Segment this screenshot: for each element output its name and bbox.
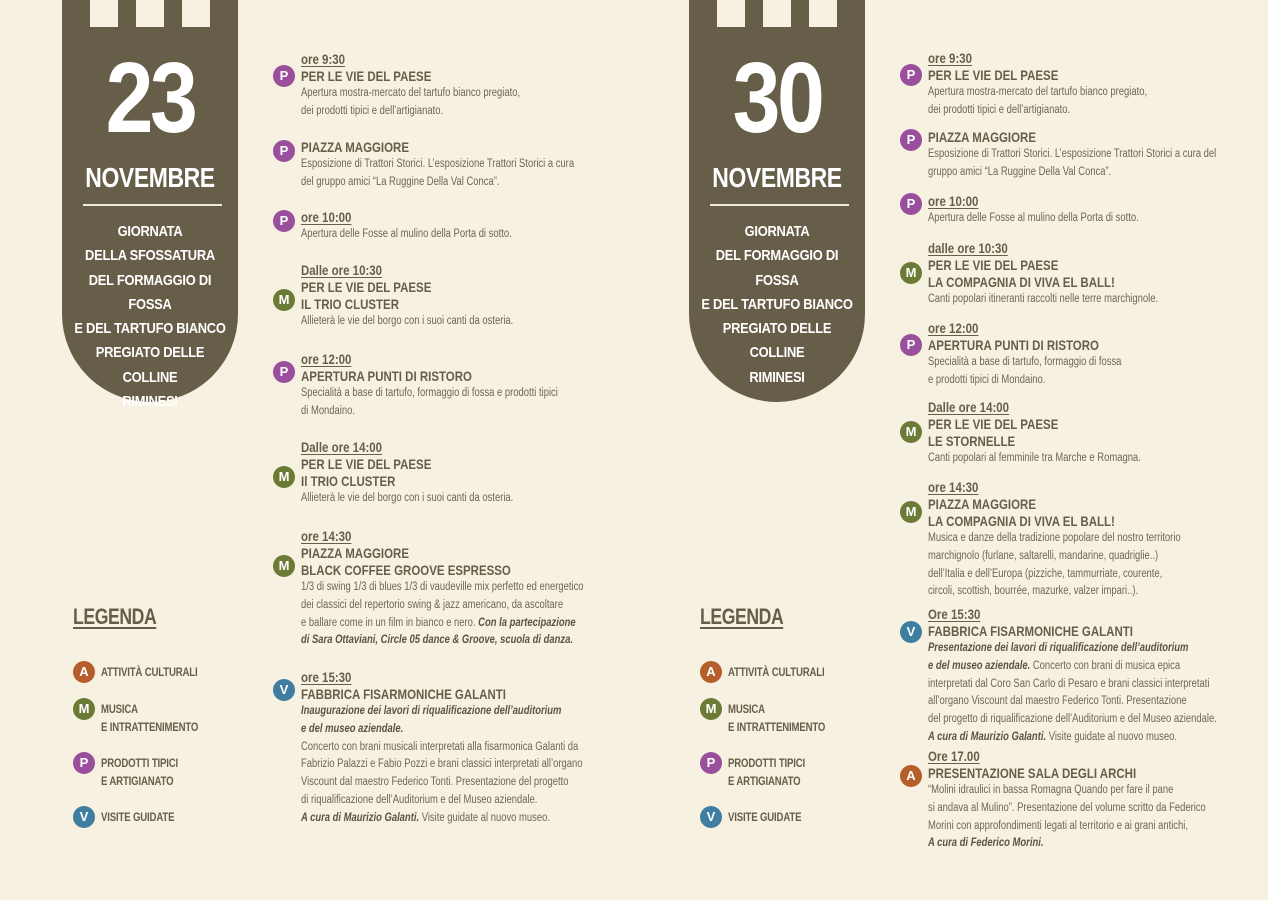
event-text: 1/3 di swing 1/3 di blues 1/3 di vaudeville mix perfetto ed energetico <box>301 581 584 593</box>
event-text: Apertura delle Fosse al mulino della Porta di sotto. <box>301 228 512 240</box>
badge-m-icon: M <box>73 698 95 720</box>
badge-p-icon: P <box>273 361 295 383</box>
event-text: gruppo amici “La Ruggine Della Val Conca”. <box>928 165 1112 178</box>
legend-label: ATTIVITÀ CULTURALI <box>728 665 825 679</box>
legend-label: VISITE GUIDATE <box>728 810 802 824</box>
event-description-line <box>928 354 1121 372</box>
subtitle-line: PREGIATO DELLE COLLINE <box>722 320 832 362</box>
event-heading: PER LE VIE DEL PAESE <box>301 456 432 472</box>
badge-p-icon: P <box>700 752 722 774</box>
legend-label: E ARTIGIANATO <box>728 774 801 788</box>
event-text: all’organo Viscount dal maestro Federico Tonti. Presentazione <box>928 695 1187 708</box>
event-description-line <box>301 226 512 244</box>
event-text: di riqualificazione dell’Auditorium e del Museo aziendale. <box>301 793 538 806</box>
legend-label: PRODOTTI TIPICI <box>101 756 179 770</box>
event-credit: Inaugurazione dei lavori di riqualificazione dell’auditorium <box>301 705 562 717</box>
event-description-line <box>928 583 1181 601</box>
event-text: circoli, scottish, bourrée, mazurke, valzer impari..). <box>928 585 1139 598</box>
event-credit: Con la partecipazione <box>478 616 576 629</box>
badge-p-icon: P <box>900 64 922 86</box>
event-credit: e del museo aziendale. <box>928 659 1031 672</box>
event-heading: LA COMPAGNIA DI VIVA EL BALL! <box>928 513 1115 529</box>
event-text: e ballare come in un film in bianco e nero. <box>301 616 479 629</box>
banner-merlon <box>90 0 118 27</box>
badge-m-icon: M <box>900 421 922 443</box>
legend-label: E INTRATTENIMENTO <box>728 720 826 734</box>
event-time: Dalle ore 14:00 <box>928 399 1010 415</box>
event-description-line <box>928 782 1206 800</box>
event-time: Ore 17.00 <box>928 748 980 764</box>
banner-merlon <box>809 0 837 27</box>
banner-merlon <box>717 0 745 27</box>
event-description-line <box>301 632 584 650</box>
badge-m-icon: M <box>900 262 922 284</box>
event-heading: PER LE VIE DEL PAESE <box>928 416 1059 432</box>
legend-right <box>700 604 960 834</box>
event-description-line <box>301 792 582 810</box>
badge-m-icon: M <box>900 501 922 523</box>
subtitle-line: E DEL TARTUFO BIANCO <box>74 320 226 338</box>
event-body <box>928 606 1217 747</box>
event-description-line <box>928 530 1181 548</box>
event-description-line <box>928 548 1181 566</box>
event-description-line <box>928 800 1206 818</box>
event-heading: LE STORNELLE <box>928 433 1016 449</box>
legend-title: LEGENDA <box>73 604 157 629</box>
legend-label: VISITE GUIDATE <box>101 810 175 824</box>
event-heading: LA COMPAGNIA DI VIVA EL BALL! <box>928 274 1115 290</box>
event-description-line <box>301 756 582 774</box>
legend-label: E ARTIGIANATO <box>101 774 174 788</box>
badge-p-icon: P <box>273 140 295 162</box>
event-description-line <box>928 210 1139 228</box>
event-body <box>301 351 558 421</box>
event-description-line <box>301 103 520 121</box>
event-text: Esposizione di Trattori Storici. L’esposizione Trattori Storici a cura <box>301 158 575 170</box>
event-text: Allieterà le vie del borgo con i suoi canti da osteria. <box>301 315 514 327</box>
event-heading: PIAZZA MAGGIORE <box>301 139 409 155</box>
event-body <box>928 748 1206 853</box>
banner-merlon <box>763 0 791 27</box>
event-heading: APERTURA PUNTI DI RISTORO <box>928 337 1099 353</box>
legend-left <box>73 604 333 834</box>
event-description-line <box>928 450 1141 468</box>
badge-m-icon: M <box>700 698 722 720</box>
badge-v-icon: V <box>700 806 722 828</box>
subtitle-line: GIORNATA <box>744 223 810 240</box>
event-description-line <box>928 372 1121 390</box>
event-text: Esposizione di Trattori Storici. L’esposizione Trattori Storici a cura del <box>928 148 1217 160</box>
legend-label: MUSICA <box>101 702 138 716</box>
date-banner-23 <box>62 0 238 411</box>
event-description-line <box>301 490 513 508</box>
legend-label: MUSICA <box>728 702 765 716</box>
event-time: dalle ore 10:30 <box>928 240 1008 256</box>
event-body <box>301 439 513 508</box>
event-text: di Mondaino. <box>301 404 356 417</box>
event-text: Viscount dal maestro Federico Tonti. Presentazione del progetto <box>301 776 569 789</box>
event-text: dei classici del repertorio swing & jazz americano, da ascoltare <box>301 598 564 611</box>
event-description-line <box>301 579 584 597</box>
event-text: Concerto con brani di musica epica <box>1030 659 1181 672</box>
event-credit: Presentazione dei lavori di riqualificazione dell’auditorium <box>928 642 1189 654</box>
subtitle-line: RIMINESI <box>122 393 178 411</box>
event-description-line <box>928 658 1217 676</box>
event-heading: IL TRIO CLUSTER <box>301 296 400 312</box>
badge-p-icon: P <box>900 334 922 356</box>
event-heading: Il TRIO CLUSTER <box>301 473 396 489</box>
day-number: 23 <box>105 42 195 154</box>
banner-divider <box>83 204 222 206</box>
event-heading: PER LE VIE DEL PAESE <box>928 67 1059 83</box>
event-text: Apertura mostra-mercato del tartufo bianco pregiato, <box>301 87 521 99</box>
event-text: Concerto con brani musicali interpretati alla fisarmonica Galanti da <box>301 740 579 753</box>
month-label: NOVEMBRE <box>712 162 842 193</box>
event-heading: PER LE VIE DEL PAESE <box>301 68 432 84</box>
event-description-line <box>301 385 558 403</box>
event-credit: A cura di Federico Morini. <box>928 837 1044 850</box>
event-heading: BLACK COFFEE GROOVE ESPRESSO <box>301 562 511 578</box>
event-text: dell’Italia e dell’Europa (pizziche, tammurriate, courente, <box>928 567 1163 580</box>
event-time: ore 9:30 <box>301 51 346 67</box>
legend-label: PRODOTTI TIPICI <box>728 756 806 770</box>
event-description-line <box>301 174 574 192</box>
event-body <box>301 669 582 828</box>
event-heading: PER LE VIE DEL PAESE <box>928 257 1059 273</box>
event-time: ore 10:00 <box>928 193 979 209</box>
event-heading: PRESENTAZIONE SALA DEGLI ARCHI <box>928 765 1137 781</box>
event-body <box>301 528 584 650</box>
event-description-line <box>928 291 1158 309</box>
event-description-line <box>928 102 1147 120</box>
event-text: dei prodotti tipici e dell’artigianato. <box>301 104 444 117</box>
event-body <box>928 399 1141 468</box>
event-text: Apertura mostra-mercato del tartufo bianco pregiato, <box>928 86 1148 98</box>
badge-v-icon: V <box>273 679 295 701</box>
event-text: Visite guidate al nuovo museo. <box>1046 730 1177 743</box>
event-description-line <box>928 164 1216 182</box>
event-body <box>301 51 520 121</box>
event-text: Canti popolari itineranti raccolti nelle terre marchignole. <box>928 293 1159 305</box>
event-description-line <box>928 84 1147 102</box>
badge-a-icon: A <box>900 765 922 787</box>
banner-divider <box>710 204 849 206</box>
badge-a-icon: A <box>73 661 95 683</box>
event-description-line <box>928 640 1217 658</box>
event-text: Specialità a base di tartufo, formaggio di fossa <box>928 356 1122 368</box>
event-description-line <box>928 693 1217 711</box>
event-time: ore 14:30 <box>301 528 352 544</box>
badge-m-icon: M <box>273 555 295 577</box>
event-body <box>928 320 1121 390</box>
badge-m-icon: M <box>273 466 295 488</box>
badge-m-icon: M <box>273 289 295 311</box>
event-credit: A cura di Maurizio Galanti. <box>928 730 1047 743</box>
event-text: si andava al Mulino”. Presentazione del volume scritto da Federico <box>928 801 1206 814</box>
event-description-line <box>301 403 558 421</box>
event-description-line <box>301 597 584 615</box>
event-body <box>301 262 513 331</box>
event-text: e prodotti tipici di Mondaino. <box>928 373 1046 386</box>
event-text: Fabrizio Palazzi e Fabio Pozzi e brani classici interpretati all’organo <box>301 758 583 771</box>
subtitle-line: DELLA SFOSSATURA <box>85 247 215 265</box>
day-subtitle <box>74 220 225 414</box>
month-label: NOVEMBRE <box>85 162 215 193</box>
event-description-line <box>301 703 582 721</box>
event-description-line <box>928 676 1217 694</box>
event-description-line <box>928 146 1216 164</box>
event-description-line <box>301 156 574 174</box>
event-time: Dalle ore 14:00 <box>301 439 383 455</box>
event-text: Visite guidate al nuovo museo. <box>419 811 550 824</box>
event-text: Morini con approfondimenti legati al territorio e ai grani antichi, <box>928 819 1188 832</box>
event-time: ore 10:00 <box>301 209 352 225</box>
day-number: 30 <box>732 42 822 154</box>
event-description-line <box>301 810 582 828</box>
event-heading: PER LE VIE DEL PAESE <box>301 279 432 295</box>
subtitle-line: E DEL TARTUFO BIANCO <box>701 295 853 313</box>
legend-label: E INTRATTENIMENTO <box>101 720 199 734</box>
event-description-line <box>928 818 1206 836</box>
event-body <box>928 479 1181 601</box>
event-text: Specialità a base di tartufo, formaggio di fossa e prodotti tipici <box>301 387 558 399</box>
badge-p-icon: P <box>273 210 295 232</box>
event-body <box>301 209 512 244</box>
event-heading: FABBRICA FISARMONICHE GALANTI <box>928 623 1133 639</box>
event-text: “Molini idraulici in bassa Romagna Quando per fare il pane <box>928 784 1174 796</box>
event-credit: A cura di Maurizio Galanti. <box>301 811 420 824</box>
event-time: ore 15:30 <box>301 669 352 685</box>
event-time: Dalle ore 10:30 <box>301 262 383 278</box>
event-text: marchignolo (furlane, saltarelli, mandarine, quadriglie..) <box>928 549 1159 562</box>
event-text: Allieterà le vie del borgo con i suoi canti da osteria. <box>301 492 514 504</box>
event-description-line <box>301 739 582 757</box>
event-description-line <box>301 85 520 103</box>
event-description-line <box>301 615 584 633</box>
day-subtitle <box>701 220 852 390</box>
subtitle-line: DEL FORMAGGIO DI FOSSA <box>88 271 212 313</box>
legend-title: LEGENDA <box>700 604 784 629</box>
subtitle-line: DEL FORMAGGIO DI FOSSA <box>715 247 839 289</box>
event-heading: PIAZZA MAGGIORE <box>301 545 409 561</box>
badge-p-icon: P <box>900 129 922 151</box>
badge-p-icon: P <box>900 193 922 215</box>
event-body <box>928 50 1147 120</box>
event-heading: FABBRICA FISARMONICHE GALANTI <box>301 686 506 702</box>
event-body <box>928 129 1216 182</box>
event-description-line <box>928 566 1181 584</box>
badge-p-icon: P <box>273 65 295 87</box>
badge-v-icon: V <box>900 621 922 643</box>
badge-v-icon: V <box>73 806 95 828</box>
event-credit: e del museo aziendale. <box>301 722 404 735</box>
event-time: ore 9:30 <box>928 50 973 66</box>
event-time: ore 12:00 <box>928 320 979 336</box>
event-heading: PIAZZA MAGGIORE <box>928 496 1036 512</box>
date-banner-30 <box>689 0 865 402</box>
event-description-line <box>928 835 1206 853</box>
event-text: Musica e danze della tradizione popolare del nostro territorio <box>928 532 1181 544</box>
event-body <box>928 193 1139 228</box>
event-description-line <box>301 721 582 739</box>
badge-a-icon: A <box>700 661 722 683</box>
event-time: ore 12:00 <box>301 351 352 367</box>
event-text: Canti popolari al femminile tra Marche e Romagna. <box>928 452 1141 464</box>
event-heading: APERTURA PUNTI DI RISTORO <box>301 368 472 384</box>
event-time: ore 14:30 <box>928 479 979 495</box>
event-text: del progetto di riqualificazione dell’Auditorium e del Museo aziendale. <box>928 713 1217 726</box>
event-text: dei prodotti tipici e dell’artigianato. <box>928 103 1071 116</box>
banner-merlon <box>182 0 210 27</box>
banner-merlon <box>136 0 164 27</box>
event-heading: PIAZZA MAGGIORE <box>928 129 1036 145</box>
event-description-line <box>928 711 1217 729</box>
event-body <box>301 139 574 192</box>
legend-label: ATTIVITÀ CULTURALI <box>101 665 198 679</box>
subtitle-line: RIMINESI <box>749 368 805 386</box>
event-time: Ore 15:30 <box>928 606 981 622</box>
event-description-line <box>928 729 1217 747</box>
subtitle-line: PREGIATO DELLE COLLINE <box>95 344 205 386</box>
subtitle-line: GIORNATA <box>117 223 183 240</box>
event-text: interpretati dal Coro San Carlo di Pesaro e brani classici interpretati <box>928 677 1210 690</box>
badge-p-icon: P <box>73 752 95 774</box>
event-body <box>928 240 1158 309</box>
event-text: del gruppo amici “La Ruggine Della Val Conca”. <box>301 175 500 188</box>
event-text: Apertura delle Fosse al mulino della Porta di sotto. <box>928 212 1139 224</box>
event-description-line <box>301 774 582 792</box>
event-description-line <box>301 313 513 331</box>
event-credit: di Sara Ottaviani, Circle 05 dance & Groove, scuola di danza. <box>301 634 573 647</box>
